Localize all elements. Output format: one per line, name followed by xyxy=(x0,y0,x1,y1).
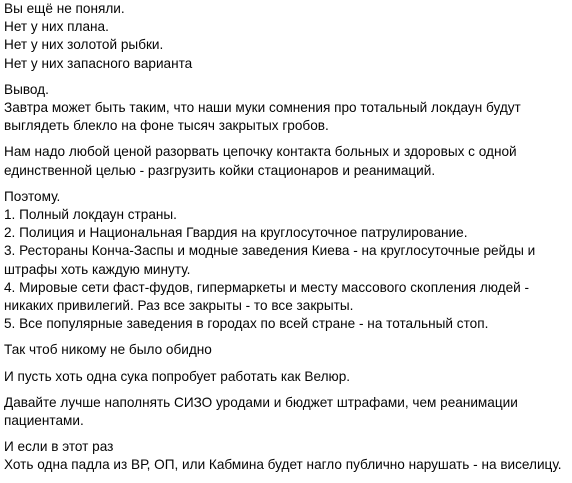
paragraph-7 xyxy=(4,394,570,430)
text-line: 4. Мировые сети фаст-фудов, гипермаркеты и месту массового скопления людей - xyxy=(4,279,530,295)
text-line: Нам надо любой ценой разорвать цепочку контакта больных и здоровых с одной xyxy=(4,144,517,160)
text-line: 2. Полиция и Национальная Гвардия на круглосуточное патрулирование. xyxy=(4,225,468,241)
paragraph-5 xyxy=(4,341,570,359)
paragraph-6 xyxy=(4,368,570,386)
text-line: Завтра может быть таким, что наши муки сомнения про тотальный локдаун будут xyxy=(4,100,521,116)
text-line: 1. Полный локдаун страны. xyxy=(4,207,177,223)
text-line: 5. Все популярные заведения в городах по всей стране - на тотальный стоп. xyxy=(4,316,489,332)
text-line: никаких привилегий. Раз все закрыты - то все закрыты. xyxy=(4,298,354,314)
paragraph-8 xyxy=(4,438,570,474)
text-line: Вы ещё не поняли. xyxy=(4,1,125,16)
text-line: 3. Рестораны Конча-Заспы и модные заведения Киева - на круглосуточные рейды и xyxy=(4,243,536,259)
text-line: Давайте лучше наполнять СИЗО уродами и бюджет штрафами, чем реанимации xyxy=(4,394,518,410)
paragraph-1 xyxy=(4,0,570,73)
text-line: пациентами. xyxy=(4,413,84,429)
text-line: Нет у них золотой рыбки. xyxy=(4,37,164,53)
text-line: И если в этот раз xyxy=(4,439,114,455)
text-line: выглядеть блекло на фоне тысяч закрытых гробов. xyxy=(4,118,329,134)
text-line: И пусть хоть одна сука попробует работать как Велюр. xyxy=(4,368,351,384)
paragraph-3 xyxy=(4,143,570,179)
text-line: Нет у них запасного варианта xyxy=(4,55,193,71)
paragraph-4 xyxy=(4,188,570,334)
text-line: Так чтоб никому не было обидно xyxy=(4,342,212,358)
text-line: Поэтому. xyxy=(4,188,61,204)
text-line: Вывод. xyxy=(4,81,49,97)
post-text xyxy=(4,0,570,483)
text-line: Нет у них плана. xyxy=(4,19,109,35)
text-line: Хоть одна падла из ВР, ОП, или Кабмина будет нагло публично нарушать - на виселицу. xyxy=(4,457,562,473)
text-line: штрафы хоть каждую минуту. xyxy=(4,261,191,277)
paragraph-2 xyxy=(4,81,570,136)
text-line: единственной целью - разгрузить койки стационаров и реанимаций. xyxy=(4,162,436,178)
